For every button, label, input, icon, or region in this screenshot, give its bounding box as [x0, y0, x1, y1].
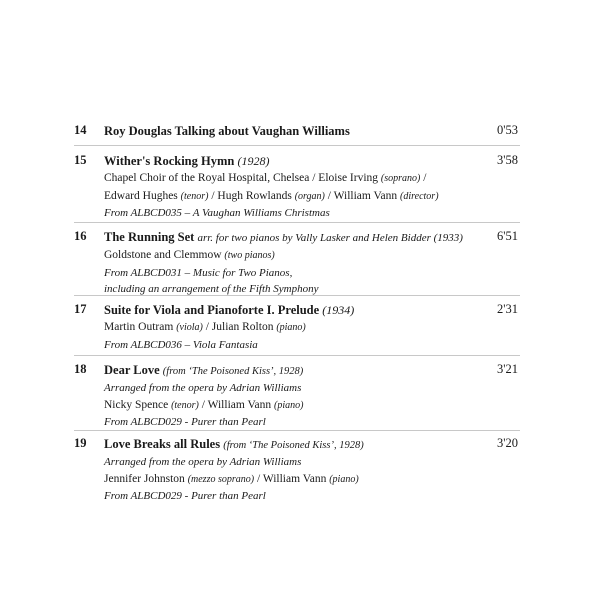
divider — [74, 145, 520, 146]
track-duration: 2'31 — [496, 302, 518, 316]
source-album: From ALBCD029 - Purer than Pearl — [104, 416, 266, 428]
performers-line: Jennifer Johnston (mezzo soprano) / William Vann (piano) — [104, 472, 359, 485]
track-duration: 3'21 — [496, 362, 518, 376]
divider — [74, 222, 520, 223]
track-title: The Running Set — [104, 230, 195, 244]
performers-line: Edward Hughes (tenor) / Hugh Rowlands (organ) / William Vann (director) — [104, 189, 439, 202]
track-number: 15 — [74, 153, 87, 167]
track-number: 16 — [74, 229, 87, 243]
track-title: Dear Love — [104, 363, 160, 377]
track-duration: 6'51 — [496, 229, 518, 243]
track-number: 17 — [74, 302, 87, 316]
source-album-note: including an arrangement of the Fifth Symphony — [104, 283, 319, 295]
arranger-line: Arranged from the opera by Adrian Williams — [104, 456, 302, 468]
source-album: From ALBCD035 – A Vaughan Williams Christmas — [104, 207, 330, 219]
track-note: (from ‘The Poisoned Kiss’, 1928) — [223, 440, 364, 451]
performers-line: Goldstone and Clemmow (two pianos) — [104, 249, 275, 261]
divider — [74, 355, 520, 356]
track-title: Roy Douglas Talking about Vaughan Williams — [104, 124, 350, 138]
track-note: (from ‘The Poisoned Kiss’, 1928) — [162, 366, 304, 377]
track-number: 14 — [74, 123, 87, 137]
track-body — [104, 123, 484, 140]
track-number: 19 — [74, 436, 87, 450]
performers-line: Nicky Spence (tenor) / William Vann (piano) — [104, 398, 304, 411]
track-title: Wither's Rocking Hymn — [104, 154, 235, 168]
track-body — [104, 229, 484, 298]
track-duration: 3'20 — [496, 436, 518, 450]
track-title: Suite for Viola and Pianoforte I. Prelude — [104, 303, 320, 317]
source-album: From ALBCD029 - Purer than Pearl — [104, 490, 266, 502]
source-album: From ALBCD036 – Viola Fantasia — [104, 338, 258, 351]
track-body — [104, 362, 484, 431]
divider — [74, 430, 520, 431]
source-album: From ALBCD031 – Music for Two Pianos, — [104, 266, 293, 279]
track-note: arr. for two pianos by Vally Lasker and Helen Bidder (1933) — [197, 232, 463, 244]
track-body — [104, 153, 484, 222]
track-number: 18 — [74, 362, 87, 376]
track-note: (1934) — [322, 303, 355, 317]
track-note: (1928) — [237, 154, 270, 168]
performers-line: Martin Outram (viola) / Julian Rolton (piano) — [104, 321, 306, 333]
track-duration: 0'53 — [496, 123, 518, 137]
arranger-line: Arranged from the opera by Adrian Williams — [104, 382, 302, 394]
performers-line: Chapel Choir of the Royal Hospital, Chelsea / Eloise Irving (soprano) / — [104, 172, 427, 184]
divider — [74, 295, 520, 296]
track-title: Love Breaks all Rules — [104, 437, 221, 451]
track-body — [104, 436, 484, 505]
track-body — [104, 302, 484, 353]
track-duration: 3'58 — [496, 153, 518, 167]
